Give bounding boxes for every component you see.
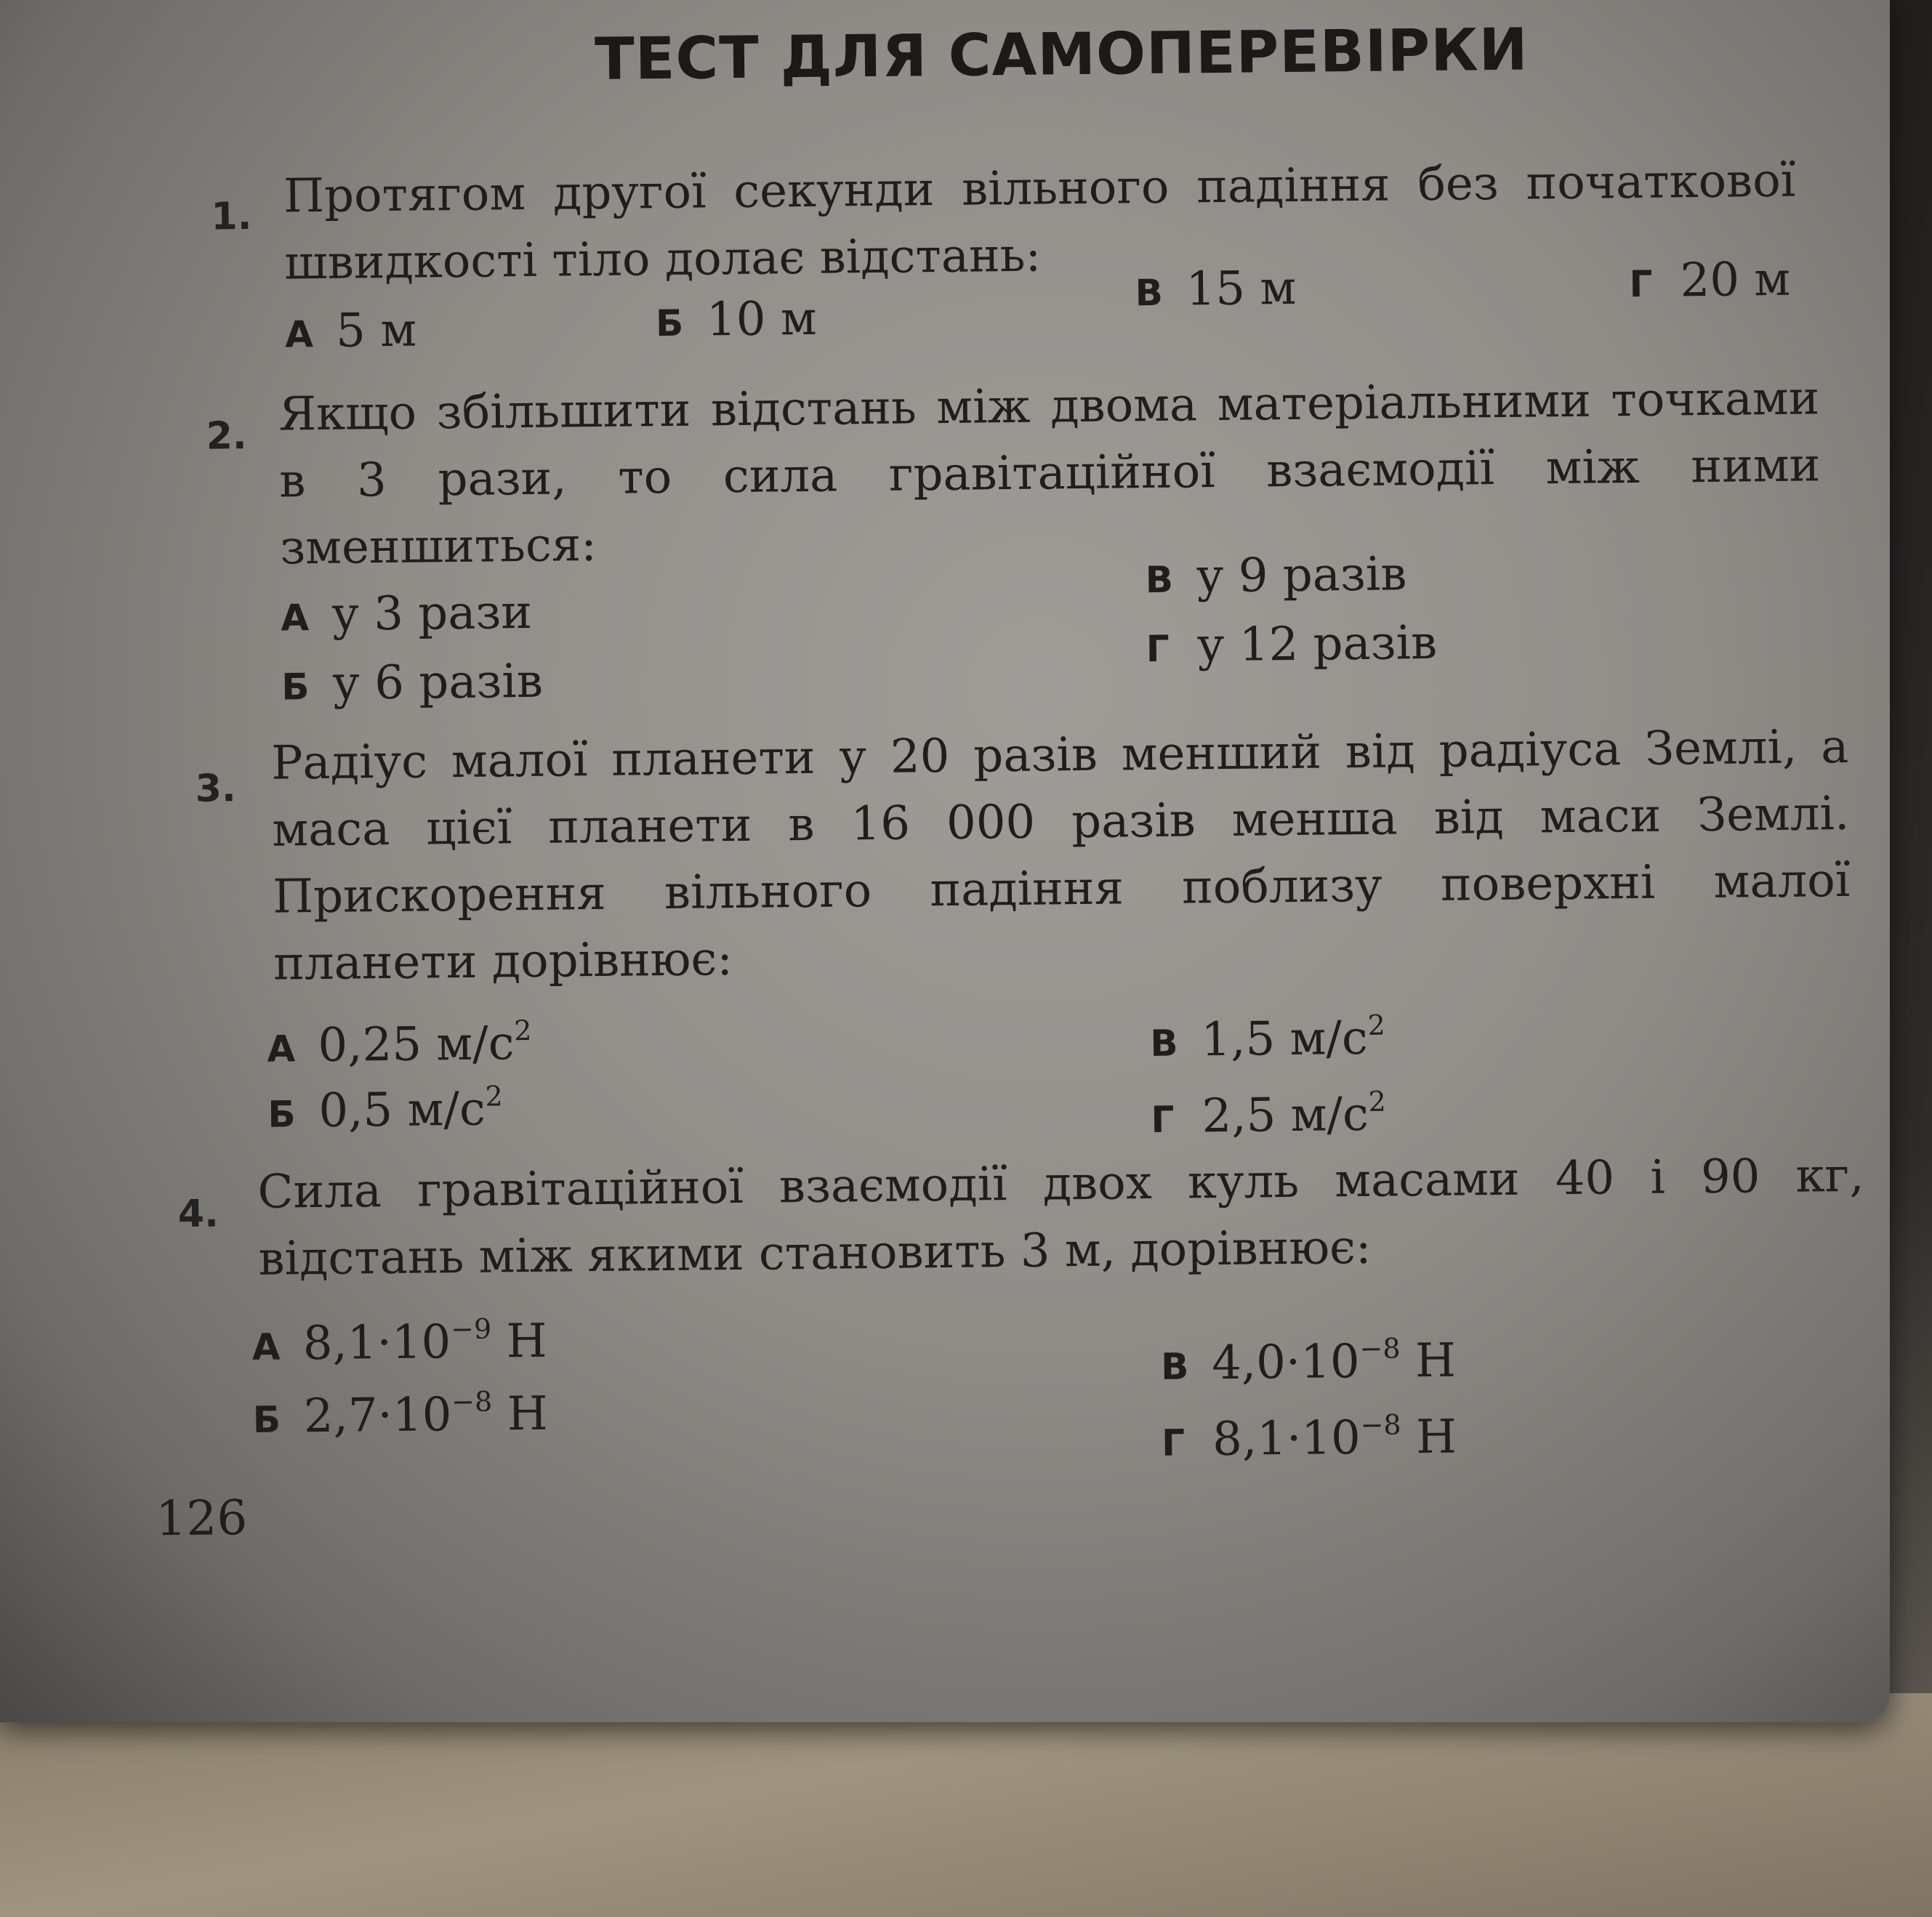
option-letter: А [267,1028,296,1070]
option-letter: В [1150,1022,1178,1065]
option-letter: Б [267,1093,296,1136]
option-letter: Б [655,302,684,345]
option-value: 20 м [1680,252,1791,308]
option-value: у 3 рази [331,585,533,642]
question-1-number: 1. [211,194,252,239]
option-mantissa: 4,0·10 [1211,1335,1361,1391]
option-exponent: −8 [1360,1408,1401,1442]
question-4-option-a [251,1312,547,1371]
option-value: 5 м [335,303,417,358]
option-letter: В [1145,558,1174,602]
option-letter: Г [1151,1098,1175,1142]
option-mantissa: 2,7·10 [303,1388,452,1444]
option-exponent: −9 [450,1312,492,1346]
option-unit: Н [491,1387,548,1442]
question-1-option-c [1135,262,1296,317]
question-2-option-c [1145,547,1406,604]
question-2-option-a [281,586,533,642]
question-4-text: Сила гравітаційної взаємодії двох куль масами 40 і 90 кг, відстань між якими становить 3 м, дорівнює: [257,1148,1864,1286]
option-letter: В [1160,1345,1189,1388]
option-unit: Н [1400,1333,1457,1389]
option-letter: Г [1629,262,1653,306]
page-number: 126 [155,1490,248,1547]
question-1-option-b [656,292,817,347]
question-2-text: Якщо збільшити відстань між двома матеріальними точками в 3 рази, то сила гравітаційної взаємодії між ними зменшиться: [278,371,1821,576]
option-exponent: −8 [1359,1332,1401,1365]
option-exponent: 2 [485,1080,503,1113]
option-letter: Г [1146,627,1170,671]
option-value: 0,5 м/с [318,1082,486,1139]
question-3-text: Радіус малої планети у 20 разів менший від радіуса Землі, а маса цієї планети в 16 000 разів менша від маси Землі. Прискорення вільного падіння поблизу поверхні малої планети дорівнює: [270,719,1851,991]
option-value: 0,25 м/с [318,1017,515,1073]
option-value: у 9 разів [1196,547,1407,604]
question-2-option-b [281,655,543,711]
question-1-option-d [1629,253,1790,308]
option-letter: Б [281,666,310,709]
option-exponent: 2 [1367,1009,1385,1041]
option-letter: А [284,313,314,356]
question-3-number: 3. [195,767,236,811]
question-3-option-d [1151,1086,1386,1144]
option-exponent: −8 [451,1385,493,1418]
question-3-option-c [1150,1009,1385,1068]
option-exponent: 2 [1368,1085,1387,1118]
option-letter: А [251,1325,281,1369]
option-value: 2,5 м/с [1202,1087,1369,1144]
option-mantissa: 8,1·10 [302,1315,451,1371]
option-unit: Н [1401,1410,1457,1465]
option-letter: Б [252,1398,281,1442]
question-1-option-a [285,304,417,359]
question-2-number: 2. [206,414,247,459]
question-4-number: 4. [177,1192,220,1237]
option-unit: Н [491,1314,547,1369]
question-4-option-b [252,1385,548,1444]
question-3-option-b [267,1080,503,1138]
option-letter: В [1135,271,1164,315]
option-exponent: 2 [514,1014,532,1047]
question-3-option-a [267,1014,532,1073]
option-letter: Г [1161,1421,1186,1464]
option-value: у 6 разів [331,654,544,711]
option-value: 15 м [1186,261,1297,317]
option-value: 1,5 м/с [1201,1011,1369,1068]
question-4-option-d [1162,1408,1457,1467]
question-4-option-c [1161,1332,1457,1391]
option-letter: А [280,597,310,639]
page-title: ТЕСТ ДЛЯ САМОПЕРЕВІРКИ [594,15,1529,93]
question-2-option-d [1146,616,1437,673]
option-mantissa: 8,1·10 [1212,1411,1361,1467]
option-value: 10 м [706,291,817,347]
question-1-text: Протягом другої секунди вільного падіння без початкової швидкості тіло долає відстань: [283,153,1796,291]
option-value: у 12 разів [1196,616,1438,673]
